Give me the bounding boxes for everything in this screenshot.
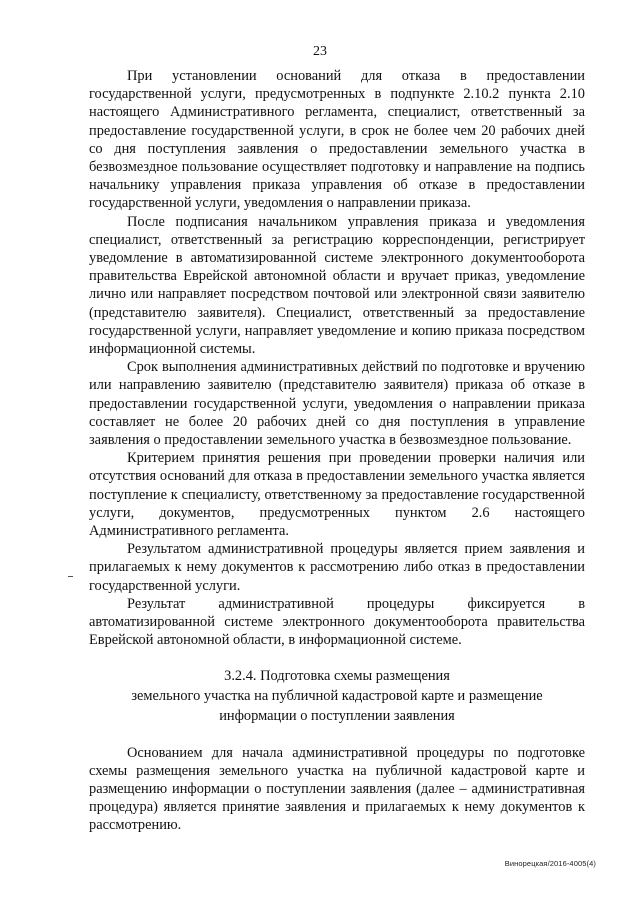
page-number: 23 xyxy=(313,44,327,59)
section-heading-line-3: информации о поступлении заявления xyxy=(219,707,455,724)
paragraph-decision-criterion: Критерием принятия решения при проведении проверки наличия или отсутствия оснований для отказа в предоставлении земельного участка является поступление к специалисту, ответственному за предоставление государственной услуги, документов, предусмотренных пунктом 2.6 настоящего Административного регламента. xyxy=(89,450,585,540)
paragraph-after-signing: После подписания начальником управления приказа и уведомления специалист, ответственный за регистрацию корреспонденции, регистрирует уведомление в автоматизированной системе электронного документооборота правительства Еврейской автономной области и вручает приказ, уведомление лично или направляет посредством почтовой или электронной связи заявителю (представителю заявителя). Специалист, ответственный за предоставление государственной услуги, направляет уведомление и копию приказа посредством информационной системы. xyxy=(89,213,585,358)
section-heading xyxy=(89,666,585,726)
paragraph-procedure-result: Результатом административной процедуры является прием заявления и прилагаемых к нему документов к рассмотрению либо отказ в предоставлении государственной услуги. xyxy=(89,541,585,594)
section-heading-line-2: земельного участка на публичной кадастровой карте и размещение xyxy=(131,687,543,704)
paragraph-deadline: Срок выполнения административных действий по подготовке и вручению или направлению заявителю (представителю заявителя) приказа об отказе в предоставлении государственной услуги, уведомления о направлении приказа составляет не более 20 рабочих дней со дня поступления в управление заявления о предоставлении земельного участка в безвозмездное пользование. xyxy=(89,359,585,449)
document-code: Винорецкая/2016-4005(4) xyxy=(504,859,596,868)
margin-mark xyxy=(68,576,73,577)
paragraph-procedure-basis: Основанием для начала административной процедуры по подготовке схемы размещения земельного участка на публичной кадастровой карте и размещению информации о поступлении заявления (далее – административная процедура) является принятие заявления и прилагаемых к нему документов к рассмотрению. xyxy=(89,744,585,834)
paragraph-result-recording: Результат административной процедуры фиксируется в автоматизированной системе электронного документооборота правительства Еврейской автономной области, в информационной системе. xyxy=(89,595,585,649)
paragraph-refusal-grounds: При установлении оснований для отказа в предоставлении государственной услуги, предусмотренных в подпункте 2.10.2 пункта 2.10 настоящего Административного регламента, специалист, ответственный за предоставление государственной услуги, в срок не более чем 20 рабочих дней со дня поступления заявления о предоставлении земельного участка в безвозмездное пользование осуществляет подготовку и направление на подпись начальнику управления приказа управления об отказе в предоставлении государственной услуги, уведомления о направлении приказа. xyxy=(89,68,585,212)
document-body xyxy=(89,67,585,835)
section-heading-line-1: 3.2.4. Подготовка схемы размещения xyxy=(224,667,450,684)
